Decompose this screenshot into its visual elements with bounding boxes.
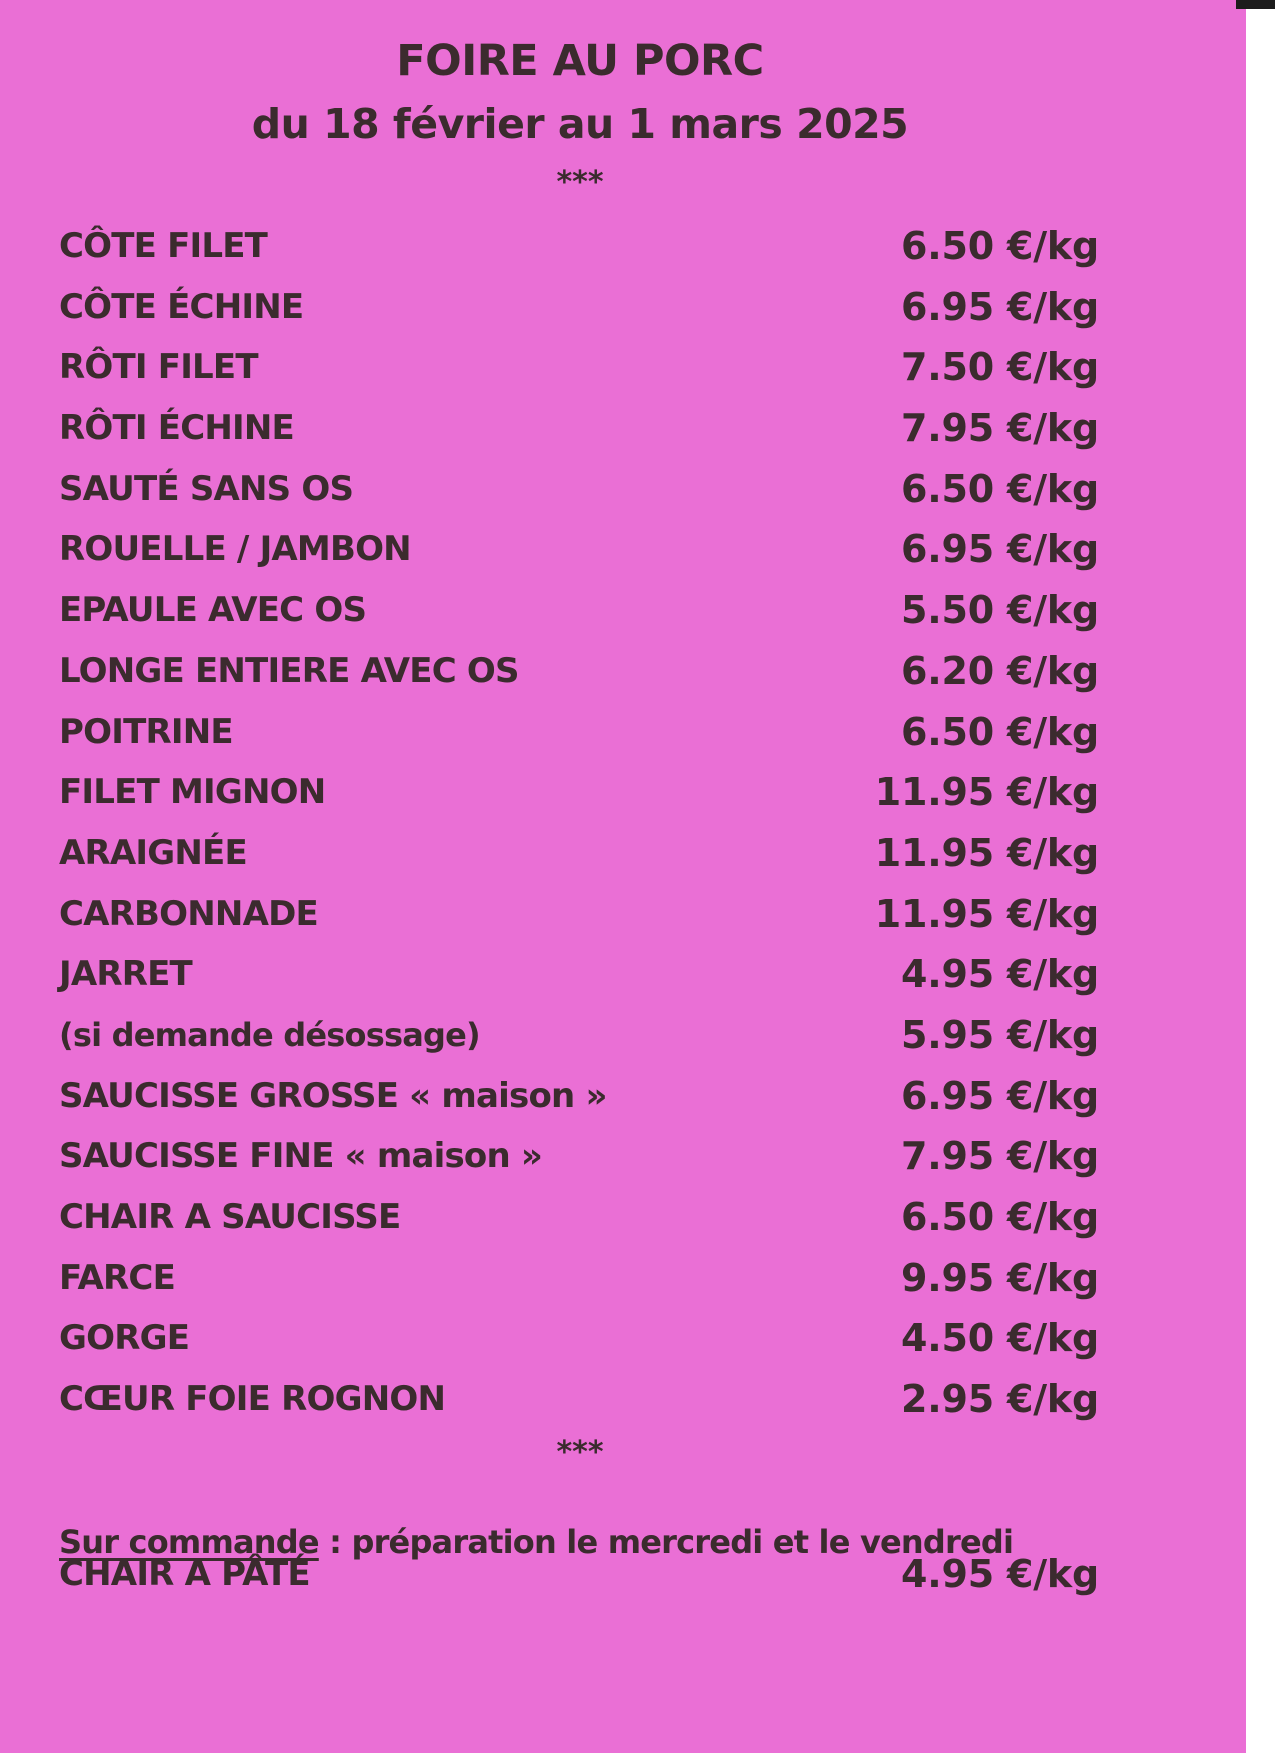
scan-edge [1236, 0, 1275, 9]
item-name: POITRINE [59, 711, 233, 752]
item-name: LONGE ENTIERE AVEC OS [59, 650, 519, 691]
price-row [59, 398, 1099, 459]
special-order-row [59, 1544, 1099, 1604]
bottom-separator: *** [556, 1435, 604, 1470]
item-price: 6.20 €/kg [901, 648, 1099, 693]
special-item-price: 4.95 €/kg [901, 1552, 1099, 1596]
item-price: 7.95 €/kg [901, 406, 1099, 451]
price-row [59, 519, 1099, 580]
item-price: 6.50 €/kg [901, 224, 1099, 268]
item-price: 4.50 €/kg [901, 1316, 1099, 1361]
price-row [59, 1126, 1099, 1187]
item-price: 7.50 €/kg [901, 345, 1099, 390]
item-name: SAUCISSE FINE « maison » [59, 1136, 543, 1177]
price-row [59, 762, 1099, 823]
item-name: FILET MIGNON [59, 772, 326, 813]
item-name: (si demande désossage) [59, 1015, 480, 1054]
item-price: 6.50 €/kg [901, 1195, 1099, 1239]
item-price: 6.50 €/kg [901, 466, 1099, 511]
price-row [59, 702, 1099, 763]
special-item-name: CHAIR A PÂTÉ [59, 1554, 310, 1594]
price-row [59, 884, 1099, 945]
page-title: FOIRE AU PORC [396, 36, 764, 86]
price-row [59, 277, 1099, 338]
price-row [59, 823, 1099, 884]
price-row [59, 1248, 1099, 1309]
item-name: SAUCISSE GROSSE « maison » [59, 1075, 607, 1116]
item-price: 5.95 €/kg [901, 1012, 1099, 1057]
price-row [59, 641, 1099, 702]
item-name: CŒUR FOIE ROGNON [59, 1379, 446, 1420]
item-price: 6.95 €/kg [901, 1073, 1099, 1118]
item-price: 6.95 €/kg [901, 284, 1099, 329]
price-row [59, 459, 1099, 520]
price-row [59, 1369, 1099, 1430]
item-name: FARCE [59, 1257, 175, 1298]
item-price: 11.95 €/kg [874, 770, 1099, 815]
price-list [59, 216, 1099, 1430]
item-name: CHAIR A SAUCISSE [59, 1197, 401, 1237]
item-price: 5.50 €/kg [901, 588, 1099, 633]
item-name: ROUELLE / JAMBON [59, 529, 411, 570]
item-name: GORGE [59, 1318, 190, 1359]
item-price: 2.95 €/kg [901, 1377, 1099, 1422]
item-price: 4.95 €/kg [901, 952, 1099, 997]
item-name: RÔTI FILET [59, 347, 258, 388]
price-row [59, 944, 1099, 1005]
item-name: CARBONNADE [59, 893, 318, 934]
top-separator: *** [556, 165, 604, 200]
price-row [59, 580, 1099, 641]
item-price: 11.95 €/kg [874, 830, 1099, 875]
item-name: CÔTE FILET [59, 226, 268, 266]
price-row [59, 1308, 1099, 1369]
price-row [59, 1066, 1099, 1127]
order-text: : préparation le mercredi et le vendredi [318, 1523, 1014, 1561]
item-name: EPAULE AVEC OS [59, 590, 367, 631]
price-row [59, 216, 1099, 277]
item-price: 9.95 €/kg [901, 1255, 1099, 1300]
item-price: 11.95 €/kg [874, 891, 1099, 936]
order-label: Sur commande [59, 1523, 319, 1561]
item-price: 7.95 €/kg [901, 1134, 1099, 1179]
date-range: du 18 février au 1 mars 2025 [251, 100, 909, 148]
item-name: ARAIGNÉE [59, 832, 247, 873]
item-price: 6.50 €/kg [901, 709, 1099, 754]
price-row [59, 337, 1099, 398]
item-name: JARRET [59, 954, 192, 995]
item-name: RÔTI ÉCHINE [59, 408, 294, 449]
item-name: SAUTÉ SANS OS [59, 468, 354, 509]
price-row [59, 1005, 1099, 1066]
item-price: 6.95 €/kg [901, 527, 1099, 572]
price-row [59, 1187, 1099, 1248]
item-name: CÔTE ÉCHINE [59, 286, 304, 327]
